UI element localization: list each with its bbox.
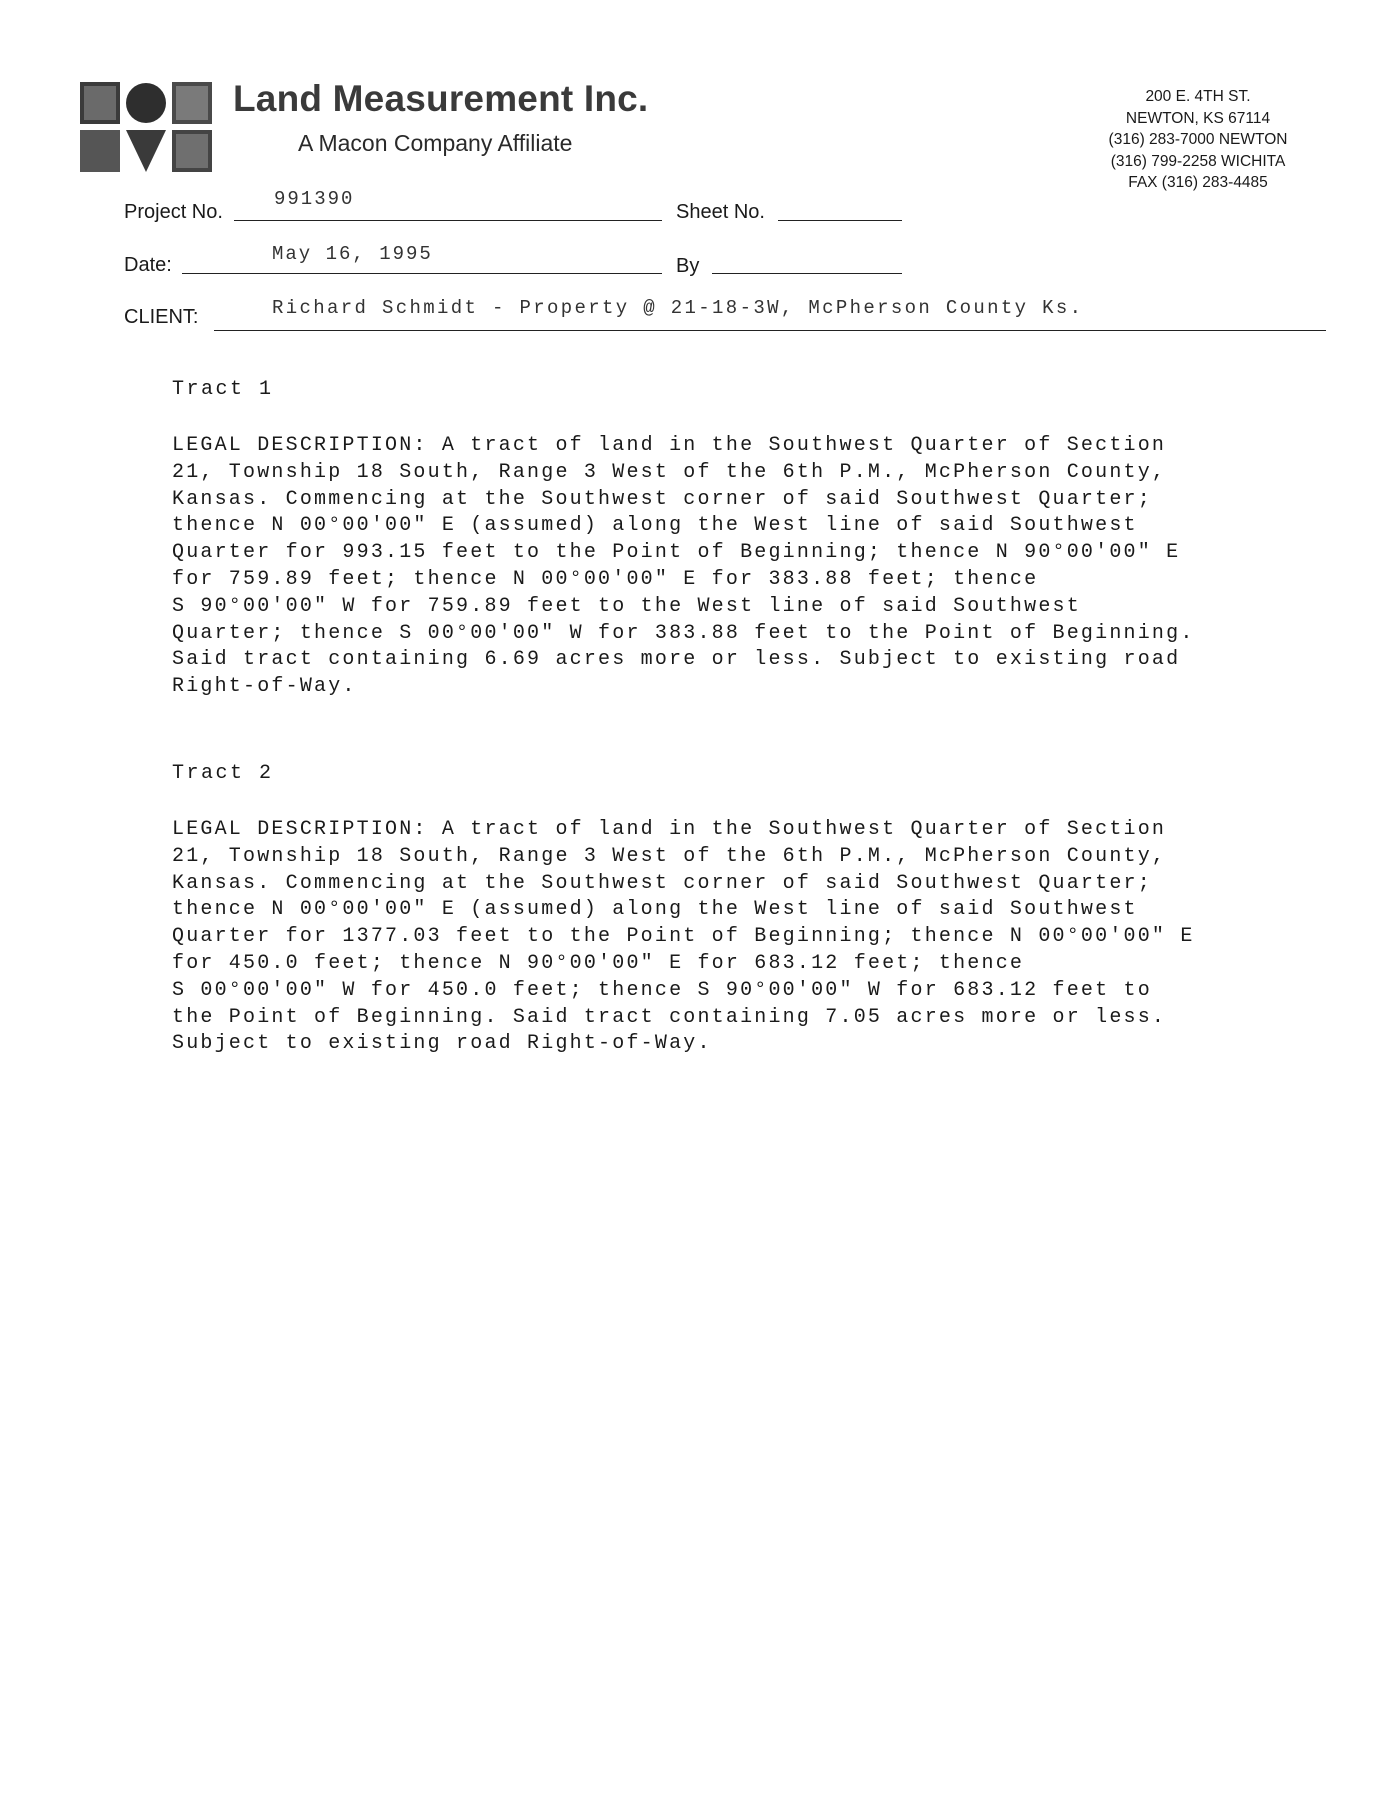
by-line	[712, 273, 902, 274]
project-number-label: Project No.	[124, 201, 223, 223]
date-label: Date:	[124, 254, 172, 276]
legal-line: LEGAL DESCRIPTION: A tract of land in the Southwest Quarter of Section	[172, 434, 1167, 457]
legal-line: thence N 00°00'00" E (assumed) along the West line of said Southwest	[172, 898, 1138, 922]
legal-line: Kansas. Commencing at the Southwest corner of said Southwest Quarter;	[172, 487, 1152, 511]
legal-line: S 90°00'00" W for 759.89 feet to the West line of said Southwest	[172, 594, 1081, 618]
legal-line: Subject to existing road Right-of-Way.	[172, 1032, 712, 1056]
address-fax: FAX (316) 283-4485	[1128, 174, 1268, 191]
company-name: Land Measurement Inc.	[233, 78, 649, 119]
address-phone-wichita: (316) 799-2258 WICHITA	[1110, 152, 1286, 170]
project-number-line	[234, 220, 662, 221]
legal-line: Right-of-Way.	[172, 675, 357, 699]
sheet-number-line	[778, 220, 902, 221]
legal-line: the Point of Beginning. Said tract containing 7.05 acres more or less.	[172, 1005, 1167, 1029]
address-line: 200 E. 4TH ST.	[1145, 88, 1251, 105]
by-label: By	[676, 255, 700, 277]
company-tagline: A Macon Company Affiliate	[298, 130, 573, 156]
tract-2-heading: Tract 2	[172, 762, 274, 785]
tract-1-heading: Tract 1	[172, 378, 274, 401]
legal-line: for 759.89 feet; thence N 00°00'00" E for 383.88 feet; thence	[172, 567, 1039, 591]
legal-line: for 450.0 feet; thence N 90°00'00" E for 683.12 feet; thence	[172, 951, 1025, 975]
tract-2-legal-description	[172, 817, 1352, 1058]
address-phone-newton: (316) 283-7000 NEWTON	[1108, 131, 1288, 148]
tract-1-legal-description	[172, 433, 1352, 701]
legal-line: Kansas. Commencing at the Southwest corner of said Southwest Quarter;	[172, 871, 1152, 895]
legal-line: S 00°00'00" W for 450.0 feet; thence S 90°00'00" W for 683.12 feet to	[172, 978, 1152, 1002]
legal-line: Said tract containing 6.69 acres more or less. Subject to existing road	[172, 648, 1181, 672]
legal-line: LEGAL DESCRIPTION: A tract of land in the Southwest Quarter of Section	[172, 818, 1167, 841]
address-line: NEWTON, KS 67114	[1125, 109, 1271, 127]
legal-line: 21, Township 18 South, Range 3 West of the 6th P.M., McPherson County,	[172, 460, 1167, 484]
project-number-value: 991390	[274, 188, 355, 210]
legal-line: Quarter for 993.15 feet to the Point of Beginning; thence N 90°00'00" E	[172, 541, 1181, 565]
date-value: May 16, 1995	[272, 243, 433, 265]
client-label: CLIENT:	[124, 306, 199, 328]
legal-line: Quarter for 1377.03 feet to the Point of Beginning; thence N 00°00'00" E	[172, 925, 1195, 949]
legal-line: Quarter; thence S 00°00'00" W for 383.88 feet to the Point of Beginning.	[172, 621, 1195, 645]
company-address	[1068, 86, 1328, 194]
legal-line: thence N 00°00'00" E (assumed) along the West line of said Southwest	[172, 514, 1138, 538]
lmi-logo-icon	[80, 82, 212, 172]
client-line	[214, 330, 1326, 331]
client-value: Richard Schmidt - Property @ 21-18-3W, McPherson County Ks.	[272, 297, 1084, 319]
sheet-number-label: Sheet No.	[676, 201, 765, 223]
legal-line: 21, Township 18 South, Range 3 West of the 6th P.M., McPherson County,	[172, 844, 1167, 868]
date-line	[182, 273, 662, 274]
